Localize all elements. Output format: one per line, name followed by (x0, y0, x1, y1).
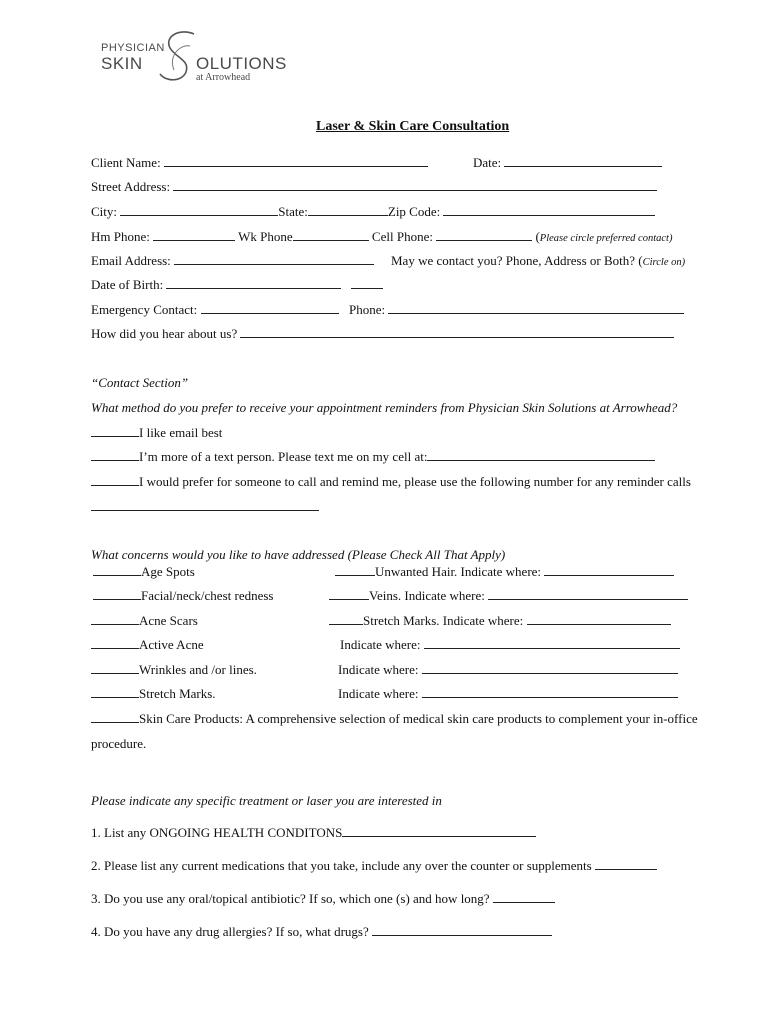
concern-right-1 (329, 588, 688, 604)
skin-care-row (91, 711, 698, 727)
concern-left-4-label: Wrinkles and /or lines. (139, 662, 257, 677)
emergency-phone-field[interactable] (388, 302, 684, 314)
hear-field[interactable] (240, 326, 674, 338)
question-2-label: 2. Please list any current medications that you take, include any over the counter or supplements (91, 858, 592, 873)
concern-right-4-label: Indicate where: (338, 662, 419, 677)
preferred-open: ( (535, 229, 540, 244)
concerns-question: What concerns would you like to have addressed (Please Check All That Apply) (91, 547, 506, 562)
reminder-number-field[interactable] (91, 499, 319, 511)
concern-right-2-check[interactable] (329, 613, 363, 625)
zip-field[interactable] (443, 204, 655, 216)
preferred-contact-note: Please circle preferred contact) (539, 233, 673, 244)
question-3 (91, 891, 555, 907)
concern-right-3 (340, 637, 680, 653)
concern-left-4 (91, 662, 257, 678)
reminder-number-row (91, 499, 319, 515)
city-row (91, 204, 655, 220)
concern-left-5 (91, 686, 216, 702)
concern-left-3-check[interactable] (91, 637, 139, 649)
page-title: Laser & Skin Care Consultation (316, 119, 510, 134)
question-3-label: 3. Do you use any oral/topical antibiotic? If so, which one (s) and how long? (91, 891, 490, 906)
concern-left-3 (91, 637, 204, 653)
city-label: City: (91, 204, 118, 219)
emergency-phone-label: Phone: (349, 302, 386, 317)
contact-question: What method do you prefer to receive your appointment reminders from Physician Skin Solutions at Arrowhead? (91, 400, 678, 415)
concern-left-0 (93, 564, 195, 580)
logo-olutions-text: OLUTIONS (196, 54, 287, 73)
contact-option-email-label: I like email best (139, 425, 223, 440)
contact-option-call-label: I would prefer for someone to call and remind me, please use the following number for any reminder calls (139, 474, 691, 489)
question-3-field[interactable] (493, 891, 555, 903)
hm-phone-field[interactable] (153, 229, 235, 241)
dob-label: Date of Birth: (91, 277, 164, 292)
concern-left-2-check[interactable] (91, 613, 139, 625)
may-contact-row (391, 253, 685, 269)
concern-right-0-label: Unwanted Hair. Indicate where: (375, 564, 542, 579)
state-field[interactable] (308, 204, 388, 216)
question-2-field[interactable] (595, 858, 657, 870)
concern-right-2 (329, 613, 671, 629)
contact-option-call (91, 474, 691, 490)
concern-right-1-label: Veins. Indicate where: (369, 588, 485, 603)
wk-phone-label: Wk Phone (238, 229, 293, 244)
concern-left-2 (91, 613, 198, 629)
contact-option-email-check[interactable] (91, 425, 139, 437)
treatment-prompt: Please indicate any specific treatment or laser you are interested in (91, 793, 442, 808)
concern-left-4-check[interactable] (91, 662, 139, 674)
zip-label: Zip Code: (387, 204, 441, 219)
concern-right-0 (335, 564, 674, 580)
procedure-text: procedure. (91, 736, 147, 751)
contact-option-email (91, 425, 222, 441)
logo-sub-text: at Arrowhead (196, 72, 251, 83)
concern-right-5-where[interactable] (422, 686, 678, 698)
logo-skin-text: SKIN (101, 54, 143, 73)
logo-physician-text: PHYSICIAN (101, 42, 165, 54)
dob-field-a[interactable] (166, 277, 341, 289)
skin-care-label: Skin Care Products: A comprehensive selection of medical skin care products to complement your in-office (139, 711, 698, 726)
concern-left-0-check[interactable] (93, 564, 141, 576)
emergency-row (91, 302, 339, 318)
circle-on-note: Circle on) (642, 257, 686, 268)
question-4 (91, 924, 552, 940)
date-label: Date: (473, 155, 502, 170)
wk-phone-field[interactable] (293, 229, 369, 241)
question-1-field[interactable] (342, 825, 536, 837)
concern-right-2-label: Stretch Marks. Indicate where: (363, 613, 524, 628)
concern-right-3-label: Indicate where: (340, 637, 421, 652)
question-4-field[interactable] (372, 924, 552, 936)
concern-right-2-where[interactable] (527, 613, 671, 625)
cell-phone-label: Cell Phone: (371, 229, 433, 244)
contact-option-text-check[interactable] (91, 449, 139, 461)
emergency-field[interactable] (201, 302, 339, 314)
cell-phone-field[interactable] (436, 229, 532, 241)
client-name-field[interactable] (164, 155, 428, 167)
concern-left-5-label: Stretch Marks. (139, 686, 216, 701)
question-1-label: 1. List any ONGOING HEALTH CONDITONS (91, 825, 343, 840)
email-row (91, 253, 374, 269)
concern-right-4-where[interactable] (422, 662, 678, 674)
concern-right-4 (338, 662, 678, 678)
concern-left-1-label: Facial/neck/chest redness (141, 588, 274, 603)
contact-section-heading: “Contact Section” (91, 375, 189, 390)
emergency-phone-row (349, 302, 684, 318)
emergency-label: Emergency Contact: (91, 302, 198, 317)
concern-right-5 (338, 686, 678, 702)
concern-left-2-label: Acne Scars (139, 613, 198, 628)
contact-option-text-label: I’m more of a text person. Please text me on my cell at: (139, 449, 428, 464)
client-name-row (91, 155, 428, 171)
concern-right-1-check[interactable] (329, 588, 369, 600)
concern-left-3-label: Active Acne (139, 637, 204, 652)
may-contact-label: May we contact you? Phone, Address or Both? ( (391, 253, 643, 268)
concern-left-5-check[interactable] (91, 686, 139, 698)
skin-care-check[interactable] (91, 711, 139, 723)
phones-row (91, 229, 672, 245)
question-4-label: 4. Do you have any drug allergies? If so, what drugs? (91, 924, 369, 939)
concern-right-1-where[interactable] (488, 588, 688, 600)
contact-option-call-check[interactable] (91, 474, 139, 486)
email-field[interactable] (174, 253, 374, 265)
dob-row (91, 277, 383, 293)
dob-field-b[interactable] (351, 277, 383, 289)
hm-phone-label: Hm Phone: (91, 229, 150, 244)
question-2 (91, 858, 657, 874)
concern-right-5-label: Indicate where: (338, 686, 419, 701)
city-field[interactable] (120, 204, 278, 216)
street-label: Street Address: (91, 179, 171, 194)
email-label: Email Address: (91, 253, 171, 268)
concern-left-0-label: Age Spots (141, 564, 195, 579)
concern-left-1-check[interactable] (93, 588, 141, 600)
concern-right-3-where[interactable] (424, 637, 680, 649)
street-row (91, 179, 657, 195)
hear-label: How did you hear about us? (91, 326, 238, 341)
contact-option-text (91, 449, 655, 465)
date-row (473, 155, 662, 171)
client-name-label: Client Name: (91, 155, 161, 170)
concern-right-0-check[interactable] (335, 564, 375, 576)
hear-row (91, 326, 674, 342)
date-field[interactable] (504, 155, 662, 167)
question-1 (91, 825, 536, 841)
cell-number-field[interactable] (427, 449, 655, 461)
state-label: State: (278, 204, 308, 219)
concern-right-0-where[interactable] (544, 564, 674, 576)
street-field[interactable] (173, 179, 657, 191)
concern-left-1 (93, 588, 273, 604)
